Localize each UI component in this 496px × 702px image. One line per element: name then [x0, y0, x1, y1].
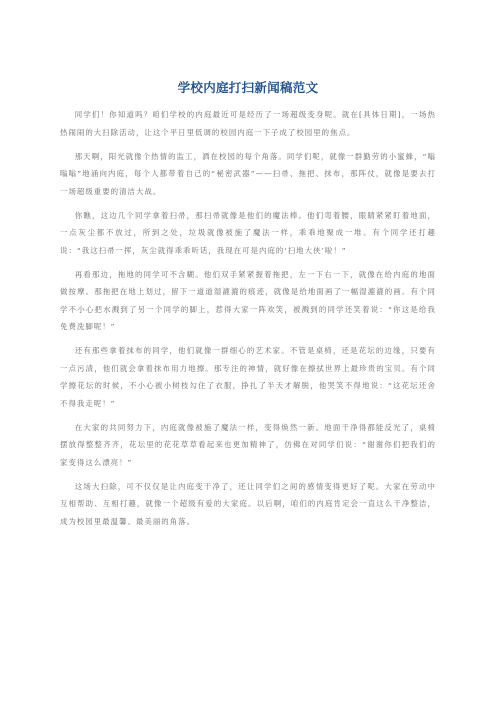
paragraph-intro: 同学们！你知道吗？咱们学校的内庭最近可是经历了一场超级变身呢。就在[具体日期]，一场热热闹闹的大扫除活动，让这个平日里低调的校园内庭一下子成了校园里的焦点。 [60, 110, 436, 137]
paragraph-sweeping: 你瞧，这边几个同学拿着扫帚，那扫帚就像是他们的魔法棒。他们弯着腰，眼睛紧紧盯着地面，一点灰尘都不放过，所到之处，垃圾就像被施了魔法一样，乖乖地聚成一堆。有个同学还打趣说：“我这扫帚一挥，灰尘就得乖乖听话，我现在可是内庭的‘扫地大侠’啦！” [60, 210, 436, 255]
document-body [60, 106, 436, 537]
paragraph-result: 在大家的共同努力下，内庭就像被施了魔法一样，变得焕然一新。地面干净得都能反光了，桌椅摆放得整整齐齐，花坛里的花花草草看起来也更加精神了，仿佛在对同学们说：“谢谢你们把我们的家变得这么漂亮！” [60, 422, 436, 467]
paragraph-mopping: 再看那边，拖地的同学可不含糊。他们双手紧紧握着拖把，左一下右一下，就像在给内庭的地面做按摩。那拖把在地上划过，留下一道道湿漉漉的痕迹，就像是给地面画了一幅湿漉漉的画。有个同学不小心把水溅到了另一个同学的脚上，惹得大家一阵欢笑，被溅到的同学还笑着说：“你这是给我免费洗脚呢！” [60, 269, 436, 331]
paragraph-conclusion: 这场大扫除，可不仅仅是让内庭变干净了，还让同学们之间的感情变得更好了呢。大家在劳动中互相帮助、互相打趣，就像一个超级有爱的大家庭。以后啊，咱们的内庭肯定会一直这么干净整洁，成为校园里最温馨、最美丽的角落。 [60, 481, 436, 526]
paragraph-gathering: 那天啊，阳光就像个热情的监工，洒在校园的每个角落。同学们呢，就像一群勤劳的小蜜蜂，“嗡嗡嗡”地涌向内庭，每个人都带着自己的“秘密武器”——扫帚、拖把、抹布，那阵仗，就像是要去打一场超级重要的清洁大战。 [60, 151, 436, 196]
paragraph-wiping: 还有那些拿着抹布的同学，他们就像一群细心的艺术家。不管是桌椅，还是花坛的边缘，只要有一点污渍，他们就会拿着抹布用力地擦。那专注的神情，就好像在擦拭世界上最珍贵的宝贝。有个同学擦花坛的时候，不小心被小树枝勾住了衣服，挣扎了半天才解脱，他哭笑不得地说：“这花坛还舍不得我走呢！” [60, 346, 436, 408]
document-title: 学校内庭打扫新闻稿范文 [177, 80, 319, 95]
